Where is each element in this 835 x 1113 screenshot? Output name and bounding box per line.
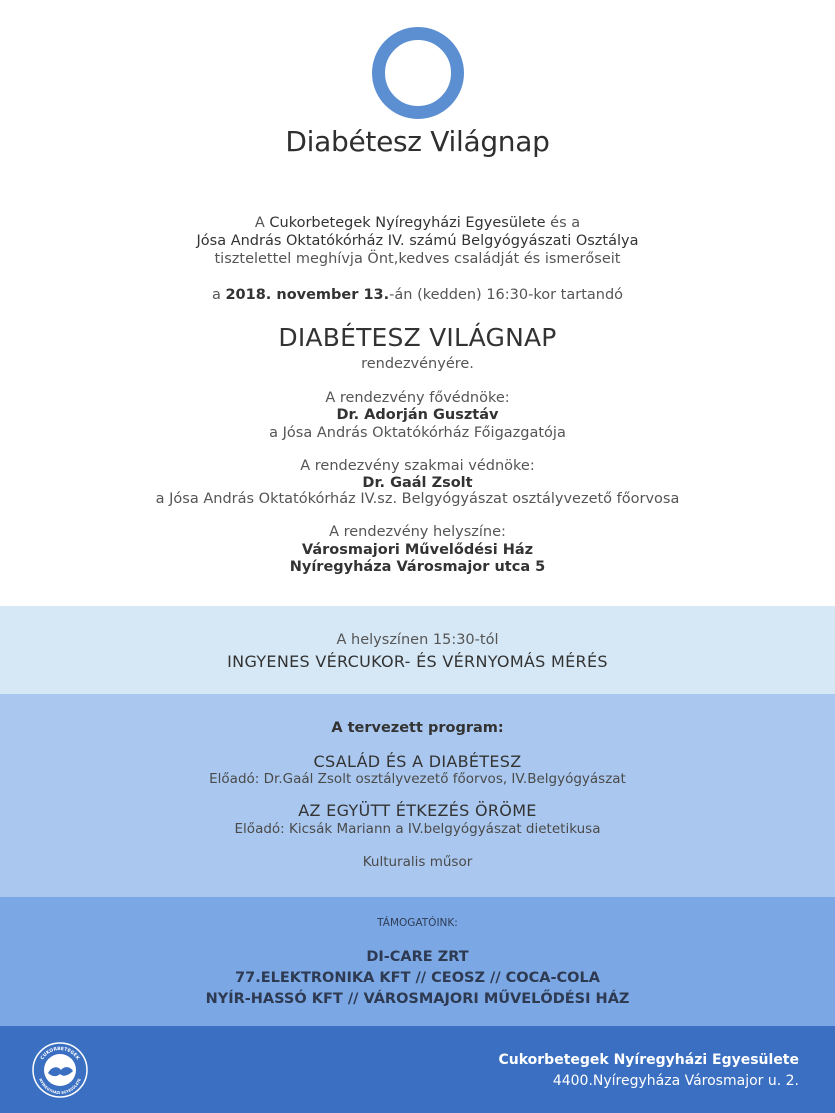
- invitation-line-3: tisztelettel meghívja Önt,kedves családját és ismerőseit: [214, 251, 621, 267]
- svg-text:NYÍREGYHÁZI EGYESÜLETE: NYÍREGYHÁZI EGYESÜLETE: [38, 1077, 82, 1096]
- organization-logo-icon: [30, 1040, 90, 1100]
- program-heading: A tervezett program:: [331, 720, 504, 736]
- sponsor-line: NYÍR-HASSÓ KFT // VÁROSMAJORI MŰVELŐDÉSI HÁZ: [205, 991, 630, 1007]
- organizer-name: Cukorbetegek Nyíregyházi Egyesülete: [269, 215, 546, 231]
- page-title: Diabétesz Világnap: [285, 125, 550, 158]
- measurement-title: INGYENES VÉRCUKOR- ÉS VÉRNYOMÁS MÉRÉS: [227, 652, 608, 671]
- program-item-title: CSALÁD ÉS A DIABÉTESZ: [313, 752, 522, 771]
- svg-text:CUKORBETEGEK: CUKORBETEGEK: [40, 1046, 80, 1062]
- measurement-band: [0, 606, 835, 694]
- professional-patron-label: A rendezvény szakmai védnöke:: [300, 458, 535, 474]
- sponsor-line: DI-CARE ZRT: [366, 949, 469, 965]
- venue-name: Városmajori Művelődési Ház: [301, 542, 534, 558]
- sponsors-band: [0, 897, 835, 1026]
- text: a: [211, 287, 221, 303]
- patron-name: Dr. Adorján Gusztáv: [336, 407, 499, 423]
- professional-patron-role: a Jósa András Oktatókórház IV.sz. Belgyógyászat osztályvezető főorvosa: [155, 491, 680, 507]
- measurement-time: A helyszínen 15:30-tól: [336, 632, 499, 648]
- footer-address: 4400.Nyíregyháza Városmajor u. 2.: [552, 1073, 799, 1089]
- footer-organization-name: Cukorbetegek Nyíregyházi Egyesülete: [498, 1052, 799, 1068]
- footer-band: [0, 1026, 835, 1113]
- program-culture: Kulturalis műsor: [362, 854, 473, 870]
- venue-label: A rendezvény helyszíne:: [329, 524, 506, 540]
- text: és a: [550, 215, 581, 231]
- program-item-title: AZ EGYÜTT ÉTKEZÉS ÖRÖME: [298, 801, 537, 820]
- sponsor-line: 77.ELEKTRONIKA KFT // CEOSZ // COCA-COLA: [235, 970, 600, 986]
- program-item-speaker: Előadó: Kicsák Mariann a IV.belgyógyászat dietetikusa: [234, 821, 601, 837]
- event-date-line: [0, 286, 835, 304]
- invitation-line-1: [0, 214, 835, 232]
- program-band: [0, 694, 835, 897]
- diabetes-blue-circle-icon: [372, 27, 464, 119]
- text: -án (kedden) 16:30-kor tartandó: [389, 287, 624, 303]
- patron-label: A rendezvény fővédnöke:: [325, 390, 510, 406]
- venue-address: Nyíregyháza Városmajor utca 5: [289, 559, 546, 575]
- event-date: 2018. november 13.: [225, 287, 390, 303]
- patron-role: a Jósa András Oktatókórház Főigazgatója: [269, 425, 566, 441]
- invitation-line-2: Jósa András Oktatókórház IV. számú Belgyógyászati Osztálya: [196, 233, 639, 249]
- event-title: DIABÉTESZ VILÁGNAP: [278, 323, 557, 352]
- program-item-speaker: Előadó: Dr.Gaál Zsolt osztályvezető főorvos, IV.Belgyógyászat: [209, 771, 626, 787]
- event-subtitle: rendezvényére.: [361, 356, 474, 372]
- text: A: [254, 215, 265, 231]
- professional-patron-name: Dr. Gaál Zsolt: [362, 475, 473, 491]
- sponsors-heading: TÁMOGATÓINK:: [377, 917, 458, 929]
